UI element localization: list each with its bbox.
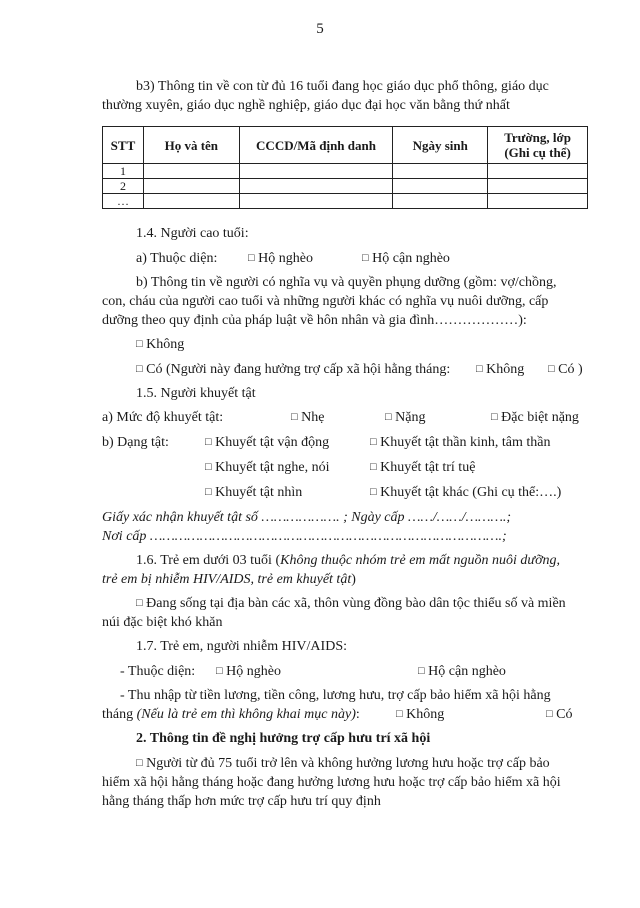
section-1-4-title: 1.4. Người cao tuổi: — [136, 226, 249, 241]
checkbox-icon: □ — [548, 363, 555, 375]
section-1-6-line-1: 1.6. Trẻ em dưới 03 tuổi (Không thuộc nhóm trẻ em mất nguồn nuôi dưỡng, — [136, 553, 561, 568]
s2-line-2: hiểm xã hội hằng tháng hoặc đang hưởng lương hưu hoặc trợ cấp bảo hiểm xã hội — [102, 775, 561, 790]
s17-thu-nhap-line-2: tháng (Nếu là trẻ em thì không khai mục này): — [102, 707, 360, 722]
s14-ho-ngheo-option[interactable]: □ Hộ nghèo — [248, 251, 313, 266]
s17-khong-option[interactable]: □ Không — [396, 707, 445, 722]
table-row — [103, 179, 588, 194]
section-1-7-title: 1.7. Trẻ em, người nhiễm HIV/AIDS: — [136, 639, 347, 654]
table-cell[interactable] — [143, 194, 239, 209]
s15-a-label: a) Mức độ khuyết tật: — [102, 410, 224, 425]
table-cell[interactable] — [239, 164, 393, 179]
checkbox-icon: □ — [418, 665, 425, 677]
table-cell[interactable] — [488, 194, 588, 209]
s2-option-75-tuoi[interactable]: □ Người từ đủ 75 tuổi trở lên và không hưởng lương hưu hoặc trợ cấp bảo — [136, 756, 550, 771]
section-1-5-title: 1.5. Người khuyết tật — [136, 386, 256, 401]
header-ngay-sinh: Ngày sinh — [393, 127, 488, 164]
checkbox-icon: □ — [370, 461, 377, 473]
header-cccd: CCCD/Mã định danh — [239, 127, 393, 164]
s14-b-line-1: b) Thông tin về người có nghĩa vụ và quyền phụng dưỡng (gồm: vợ/chồng, — [136, 275, 557, 290]
header-truong-lop: Trường, lớp (Ghi cụ thể) — [488, 127, 588, 164]
checkbox-icon: □ — [362, 252, 369, 264]
checkbox-icon: □ — [370, 486, 377, 498]
table-cell[interactable] — [393, 194, 488, 209]
checkbox-icon: □ — [216, 665, 223, 677]
s15-than-kinh-option[interactable]: □ Khuyết tật thần kinh, tâm thần — [370, 435, 551, 450]
s15-b-label: b) Dạng tật: — [102, 435, 169, 450]
checkbox-icon: □ — [291, 411, 298, 423]
row-stt: … — [103, 194, 144, 209]
s16-option-line-2: núi đặc biệt khó khăn — [102, 615, 223, 630]
checkbox-icon: □ — [136, 597, 143, 609]
s14-khong-option[interactable]: □ Không — [136, 337, 185, 352]
checkbox-icon: □ — [370, 436, 377, 448]
s14-b-line-2: con, cháu của người cao tuổi và những người khác có nghĩa vụ nuôi dưỡng, cấp — [102, 294, 549, 309]
table-cell[interactable] — [143, 179, 239, 194]
s14-co-option[interactable]: □ Có (Người này đang hưởng trợ cấp xã hội hằng tháng: — [136, 362, 451, 377]
s14-b-line-3: dưỡng theo quy định của pháp luật về hôn nhân và gia đình………………): — [102, 313, 527, 328]
table-cell[interactable] — [393, 164, 488, 179]
checkbox-icon: □ — [136, 338, 143, 350]
row-stt: 1 — [103, 164, 144, 179]
row-stt: 2 — [103, 179, 144, 194]
s15-tri-tue-option[interactable]: □ Khuyết tật trí tuệ — [370, 460, 476, 475]
s15-giay-xac-nhan-line: Giấy xác nhận khuyết tật số ………………. ; Ngày cấp ……/……/……….; — [102, 510, 512, 525]
b3-line-1: b3) Thông tin về con từ đủ 16 tuổi đang học giáo dục phổ thông, giáo dục — [136, 79, 549, 94]
table-row — [103, 194, 588, 209]
s2-line-3: hằng tháng thấp hơn mức trợ cấp hưu trí quy định — [102, 794, 381, 809]
s15-van-dong-option[interactable]: □ Khuyết tật vận động — [205, 435, 330, 450]
s17-thu-nhap-line-1: - Thu nhập từ tiền lương, tiền công, lương hưu, trợ cấp bảo hiểm xã hội hằng — [120, 688, 551, 703]
table-cell[interactable] — [488, 179, 588, 194]
page-number: 5 — [316, 21, 324, 37]
s14-co-co-option[interactable]: □ Có ) — [548, 362, 583, 377]
table-cell[interactable] — [239, 194, 393, 209]
s14-co-khong-option[interactable]: □ Không — [476, 362, 525, 377]
checkbox-icon: □ — [546, 708, 553, 720]
header-ho-ten: Họ và tên — [143, 127, 239, 164]
s17-thuoc-dien-label: - Thuộc diện: — [120, 664, 196, 679]
s15-nghe-noi-option[interactable]: □ Khuyết tật nghe, nói — [205, 460, 330, 475]
s15-nang-option[interactable]: □ Nặng — [385, 410, 426, 425]
table-header-row — [103, 127, 588, 164]
s17-co-option[interactable]: □ Có — [546, 707, 573, 722]
s15-nhin-option[interactable]: □ Khuyết tật nhìn — [205, 485, 303, 500]
s14-ho-can-ngheo-option[interactable]: □ Hộ cận nghèo — [362, 251, 450, 266]
s14-a-label: a) Thuộc diện: — [136, 251, 218, 266]
checkbox-icon: □ — [396, 708, 403, 720]
table-cell[interactable] — [143, 164, 239, 179]
checkbox-icon: □ — [205, 436, 212, 448]
checkbox-icon: □ — [136, 757, 143, 769]
s15-noi-cap-line: Nơi cấp ………………………………………………………………………….; — [102, 529, 507, 544]
checkbox-icon: □ — [205, 486, 212, 498]
section-1-6-line-2: trẻ em bị nhiễm HIV/AIDS, trẻ em khuyết tật) — [102, 572, 356, 587]
checkbox-icon: □ — [205, 461, 212, 473]
s17-ho-ngheo-option[interactable]: □ Hộ nghèo — [216, 664, 281, 679]
checkbox-icon: □ — [476, 363, 483, 375]
checkbox-icon: □ — [491, 411, 498, 423]
section-2-title: 2. Thông tin đề nghị hưởng trợ cấp hưu trí xã hội — [136, 731, 431, 746]
header-stt: STT — [103, 127, 144, 164]
s16-dan-toc-option[interactable]: □ Đang sống tại địa bàn các xã, thôn vùng đồng bào dân tộc thiểu số và miền — [136, 596, 566, 611]
b3-line-2: thường xuyên, giáo dục nghề nghiệp, giáo dục đại học văn bằng thứ nhất — [102, 98, 510, 113]
s15-nhe-option[interactable]: □ Nhẹ — [291, 410, 325, 425]
checkbox-icon: □ — [248, 252, 255, 264]
table-cell[interactable] — [393, 179, 488, 194]
children-info-table — [102, 126, 588, 209]
s15-khac-option[interactable]: □ Khuyết tật khác (Ghi cụ thể:….) — [370, 485, 562, 500]
table-row — [103, 164, 588, 179]
checkbox-icon: □ — [136, 363, 143, 375]
table-cell[interactable] — [488, 164, 588, 179]
table-cell[interactable] — [239, 179, 393, 194]
s17-ho-can-ngheo-option[interactable]: □ Hộ cận nghèo — [418, 664, 506, 679]
s15-dac-biet-nang-option[interactable]: □ Đặc biệt nặng — [491, 410, 579, 425]
checkbox-icon: □ — [385, 411, 392, 423]
